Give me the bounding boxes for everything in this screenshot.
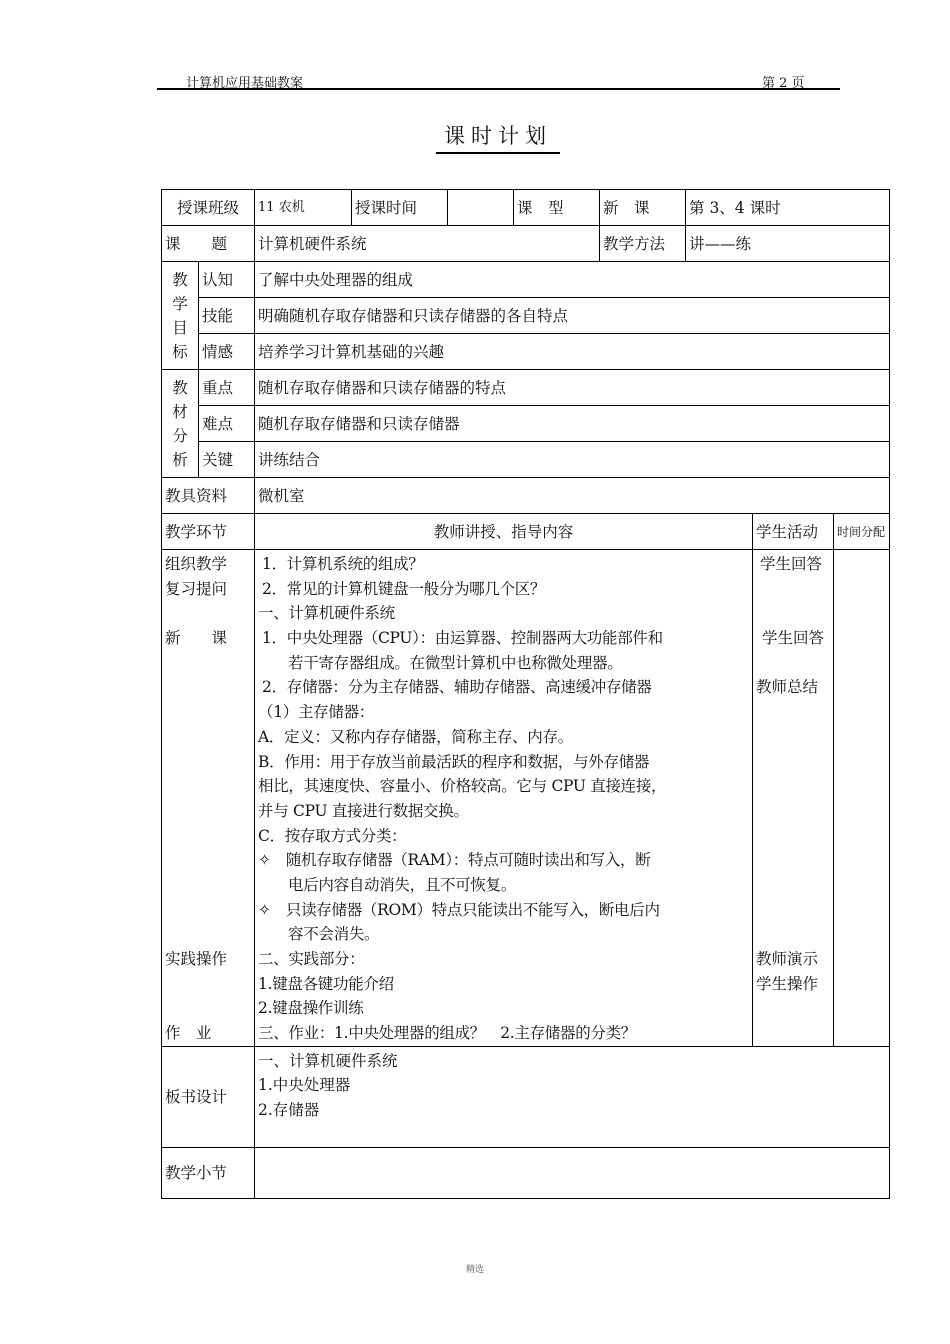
student-line bbox=[756, 799, 830, 824]
analysis-value: 随机存取存储器和只读存储器的特点 bbox=[255, 370, 890, 406]
objective-value: 培养学习计算机基础的兴趣 bbox=[255, 334, 890, 370]
board-label: 板书设计 bbox=[162, 1046, 255, 1147]
stage-header: 教学环节 bbox=[162, 514, 255, 550]
row-analysis-1 bbox=[162, 370, 890, 406]
materials-value: 微机室 bbox=[255, 478, 890, 514]
type-value: 新 课 bbox=[600, 190, 686, 226]
objective-value: 了解中央处理器的组成 bbox=[255, 262, 890, 298]
method-value: 讲——练 bbox=[686, 226, 890, 262]
analysis-label-char: 分 bbox=[172, 426, 188, 445]
student-line bbox=[756, 750, 830, 775]
student-header: 学生活动 bbox=[753, 514, 834, 550]
content-line: 二、实践部分： bbox=[258, 950, 365, 968]
content-line: （1）主存储器： bbox=[258, 703, 374, 722]
objective-label: 技能 bbox=[199, 298, 255, 334]
stage-line bbox=[165, 996, 251, 1021]
time-column bbox=[834, 550, 890, 1047]
student-line bbox=[756, 725, 830, 750]
student-line: 学生回答 bbox=[762, 629, 825, 648]
student-line bbox=[756, 996, 830, 1021]
objectives-group-label bbox=[162, 262, 199, 370]
objectives-label-char: 教 bbox=[172, 270, 188, 289]
analysis-label-char: 材 bbox=[172, 402, 188, 421]
content-column bbox=[255, 550, 753, 1047]
method-label: 教学方法 bbox=[600, 226, 686, 262]
analysis-label-char: 析 bbox=[172, 450, 188, 469]
student-line: 教师总结 bbox=[756, 678, 819, 697]
row-analysis-3 bbox=[162, 442, 890, 478]
stage-line: 作 业 bbox=[165, 1024, 212, 1043]
student-line: 教师演示 bbox=[756, 950, 819, 968]
row-board bbox=[162, 1046, 890, 1147]
student-line: 学生操作 bbox=[756, 974, 819, 993]
stage-line bbox=[165, 873, 251, 898]
stage-line bbox=[165, 725, 251, 750]
row-materials bbox=[162, 478, 890, 514]
analysis-label: 难点 bbox=[199, 406, 255, 442]
content-line: A．定义：又称内存存储器，简称主存、内存。 bbox=[258, 727, 573, 746]
student-line bbox=[756, 774, 830, 799]
row-topic bbox=[162, 226, 890, 262]
type-label: 课 型 bbox=[514, 190, 600, 226]
analysis-value: 随机存取存储器和只读存储器 bbox=[255, 406, 890, 442]
content-line: 三、作业：1.中央处理器的组成？ 2.主存储器的分类？ bbox=[258, 1024, 636, 1043]
content-line: 1.键盘各键功能介绍 bbox=[258, 974, 394, 993]
objectives-label-char: 标 bbox=[172, 342, 188, 361]
stage-line bbox=[165, 675, 251, 700]
header-rule bbox=[157, 88, 840, 90]
summary-value bbox=[255, 1147, 890, 1198]
content-header: 教师讲授、指导内容 bbox=[255, 514, 753, 550]
board-line: 一、计算机硬件系统 bbox=[258, 1051, 398, 1070]
stage-line bbox=[165, 601, 251, 626]
stage-line bbox=[165, 898, 251, 923]
stage-line bbox=[165, 774, 251, 799]
row-objective-3 bbox=[162, 334, 890, 370]
content-line: 一、计算机硬件系统 bbox=[258, 604, 395, 623]
student-line bbox=[756, 1021, 830, 1046]
objectives-label-char: 学 bbox=[172, 294, 188, 313]
time-header: 时间分配 bbox=[834, 514, 890, 550]
analysis-group-label bbox=[162, 370, 199, 478]
content-line: 2.键盘操作训练 bbox=[258, 999, 364, 1018]
content-line: ✧ 只读存储器（ROM）特点只能读出不能写入，断电后内 bbox=[258, 900, 660, 919]
stage-line: 复习提问 bbox=[165, 579, 228, 598]
stage-line bbox=[165, 700, 251, 725]
class-value: 11 农机 bbox=[255, 190, 352, 226]
row-analysis-2 bbox=[162, 406, 890, 442]
analysis-value: 讲练结合 bbox=[255, 442, 890, 478]
objective-label: 情感 bbox=[199, 334, 255, 370]
period-value: 第 3、4 课时 bbox=[686, 190, 890, 226]
stage-line bbox=[165, 972, 251, 997]
stage-line: 新 课 bbox=[165, 629, 228, 648]
lesson-plan-table bbox=[161, 189, 890, 1199]
student-line bbox=[756, 651, 830, 676]
summary-label: 教学小节 bbox=[162, 1147, 255, 1198]
header-page-label: 第 2 页 bbox=[762, 76, 805, 91]
student-line bbox=[756, 577, 830, 602]
student-line bbox=[756, 898, 830, 923]
class-label: 授课班级 bbox=[162, 190, 255, 226]
student-line bbox=[756, 922, 830, 947]
row-section-header bbox=[162, 514, 890, 550]
objective-value: 明确随机存取存储器和只读存储器的各自特点 bbox=[255, 298, 890, 334]
row-summary bbox=[162, 1147, 890, 1198]
header-doc-title: 计算机应用基础教案 bbox=[186, 76, 304, 91]
analysis-label: 关键 bbox=[199, 442, 255, 478]
content-line: ✧ 随机存取存储器（RAM）：特点可随时读出和写入，断 bbox=[258, 851, 651, 870]
stage-line bbox=[165, 824, 251, 849]
content-line: 2．常见的计算机键盘一般分为哪几个区？ bbox=[262, 579, 546, 598]
student-line bbox=[756, 873, 830, 898]
board-line: 2.存储器 bbox=[258, 1101, 320, 1120]
student-line bbox=[756, 848, 830, 873]
stage-line bbox=[165, 922, 251, 947]
objective-label: 认知 bbox=[199, 262, 255, 298]
topic-label: 课 题 bbox=[162, 226, 255, 262]
content-line: B．作用：用于存放当前最活跃的程序和数据，与外存储器 bbox=[258, 752, 650, 771]
student-line bbox=[756, 824, 830, 849]
footer-label: 精选 bbox=[465, 1265, 484, 1275]
stage-line bbox=[165, 848, 251, 873]
board-content bbox=[255, 1046, 890, 1147]
content-line: 若干寄存器组成。在微型计算机中也称微处理器。 bbox=[288, 653, 623, 672]
topic-value: 计算机硬件系统 bbox=[255, 226, 600, 262]
content-line: 1．中央处理器（CPU）：由运算器、控制器两大功能部件和 bbox=[262, 629, 663, 648]
row-lesson-body bbox=[162, 550, 890, 1047]
analysis-label: 重点 bbox=[199, 370, 255, 406]
student-line bbox=[756, 601, 830, 626]
content-line: C．按存取方式分类： bbox=[258, 826, 407, 845]
student-line: 学生回答 bbox=[760, 555, 823, 573]
stage-line bbox=[165, 651, 251, 676]
content-line: 2．存储器：分为主存储器、辅助存储器、高速缓冲存储器 bbox=[262, 678, 652, 697]
student-line bbox=[756, 700, 830, 725]
analysis-label-char: 教 bbox=[172, 378, 188, 397]
stage-line bbox=[165, 750, 251, 775]
content-line: 相比，其速度快、容量小、价格较高。它与 CPU 直接连接， bbox=[258, 777, 667, 796]
content-line: 并与 CPU 直接进行数据交换。 bbox=[258, 801, 469, 820]
row-class-info bbox=[162, 190, 890, 226]
materials-label: 教具资料 bbox=[162, 478, 255, 514]
stage-column bbox=[162, 550, 255, 1047]
stage-line bbox=[165, 799, 251, 824]
content-line: 容不会消失。 bbox=[288, 925, 380, 944]
stage-line: 实践操作 bbox=[165, 950, 228, 968]
board-line: 1.中央处理器 bbox=[258, 1076, 351, 1095]
content-line: 1．计算机系统的组成？ bbox=[262, 555, 424, 573]
content-line: 电后内容自动消失，且不可恢复。 bbox=[288, 875, 517, 894]
stage-line: 组织教学 bbox=[165, 555, 228, 573]
row-objective-2 bbox=[162, 298, 890, 334]
student-column bbox=[753, 550, 834, 1047]
time-value bbox=[448, 190, 514, 226]
objectives-label-char: 目 bbox=[172, 318, 188, 337]
time-label: 授课时间 bbox=[352, 190, 448, 226]
row-objective-1 bbox=[162, 262, 890, 298]
page-title: 课时计划 bbox=[436, 120, 560, 154]
